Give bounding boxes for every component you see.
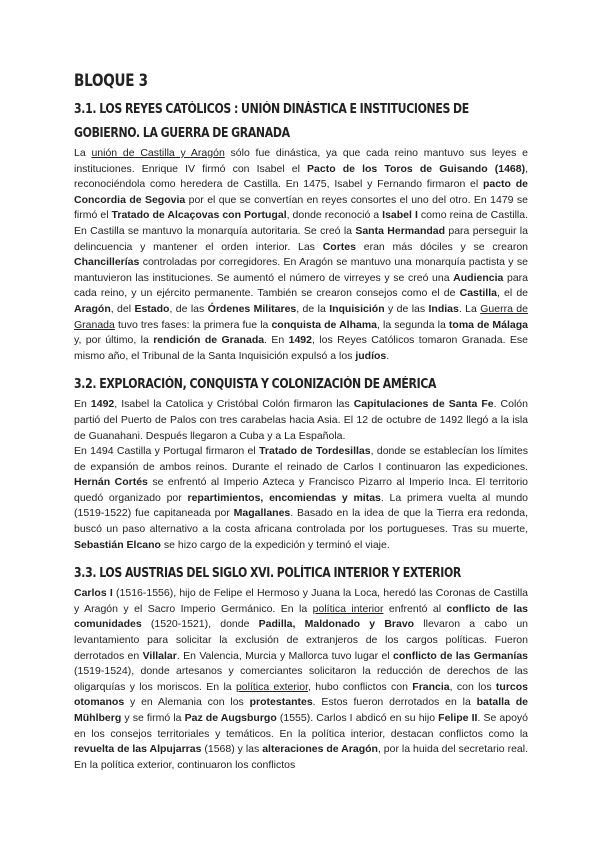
section (74, 562, 528, 773)
body-paragraph (74, 146, 528, 364)
bold-term: Hernán Cortés (74, 476, 148, 489)
text-run: llevaron a cabo un levantamiento para solicitar la exclusión de extranjeros de los cargos políticas. Fueron derrotados en (74, 618, 528, 662)
bold-term: Cortes (322, 240, 356, 253)
text-run: . La primera vuelta al mundo (1519-1522) fue capitaneada por (74, 491, 528, 520)
bold-term: Santa Hermandad (355, 224, 446, 237)
bold-term: judíos (355, 349, 387, 362)
text-run: (1519-1524), donde artesanos y comerciantes solicitaron la reducción de derechos de las oligarquías y los moriscos. En la (74, 665, 528, 693)
text-run: enfrentó al (383, 602, 447, 615)
text-run: En (74, 398, 91, 411)
text-run: y se firmó la (121, 712, 185, 724)
bold-term: alteraciones de Aragón (262, 743, 378, 756)
text-run: En 1494 Castilla y Portugal firmaron el (74, 445, 260, 458)
text-run: . La (458, 302, 481, 315)
text-run: por el que se convertían en reyes consortes el uno del otro. En 1479 se firmó el (74, 193, 528, 222)
section-heading: 3.3. LOS AUSTRIAS DEL SIGLO XVI. POLÍTICA INTERIOR Y EXTERIOR (74, 566, 461, 582)
text-run: , por la huida del secretario real. En la política exterior, continuaron los conflictos (74, 743, 528, 771)
bold-term: Sebastián Elcano (74, 538, 161, 551)
text-run: y, por último, la (74, 334, 154, 347)
bold-term: Chancillerías (74, 256, 140, 269)
bold-term: turcos otomanos (74, 680, 528, 709)
bold-term: Padilla, Maldonado y Bravo (258, 618, 415, 631)
text-run: . Basado en la idea de que la Tierra era redonda, buscó un paso alternativo a la costa africana controlada por los portugueses. Tras su muerte, (74, 507, 528, 536)
text-run: , donde reconoció a (286, 209, 383, 222)
text-run: , Isabel la Catolica y Cristóbal Colón firmaron las (114, 398, 354, 411)
body-paragraph (74, 444, 528, 553)
body-paragraph (74, 397, 528, 444)
bold-term: Aragón (74, 302, 111, 315)
bold-term: Carlos I (74, 587, 113, 600)
text-run: , la segunda la (377, 318, 449, 331)
text-run: . En (264, 334, 289, 347)
text-run: (1516-1556), hijo de Felipe el Hermoso y Juana la Loca, heredó las Coronas de Castilla y Aragón y el Sacro Imperio Germánico. En la (74, 587, 529, 615)
text-run: se enfrentó al Imperio Azteca y Francisco Pizarro al Imperio Inca. El territorio quedó organizado por (74, 476, 529, 504)
body-paragraph (74, 586, 528, 773)
section-heading: 3.2. EXPLORACIÓN, CONQUISTA Y COLONIZACIÓN DE AMÉRICA (74, 377, 437, 393)
text-run: , de la (296, 302, 330, 315)
text-run: . En Valencia, Murcia y Mallorca tuvo lugar el (176, 649, 394, 662)
text-run: , donde se establecían los límites de expansión de ambos reinos. Durante el reinado de Carlos I continuaron las expediciones. (74, 445, 528, 473)
text-run: , del (110, 302, 135, 315)
bold-term: Isabel I (382, 209, 418, 222)
text-run: para perseguir la delincuencia y mantener el orden interior. Las (74, 224, 528, 253)
bold-term: Paz de Augsburgo (184, 712, 277, 724)
sections-container (74, 98, 528, 773)
bold-term: revuelta de las Alpujarras (74, 743, 202, 756)
bold-term: Felipe II (438, 712, 478, 724)
text-run: (1520-1521), donde (141, 618, 259, 631)
text-run: , los Reyes Católicos tomaron Granada. Ese mismo año, el Tribunal de la Santa Inquisición expulsó a los (74, 334, 528, 362)
text-run: para cada reino, y un ejército permanente. También se crearon consejos como el de (74, 271, 528, 300)
text-run: . (386, 349, 390, 362)
bold-term: Francia (412, 680, 450, 693)
bold-term: conflicto de las comunidades (74, 602, 529, 631)
text-run: , hubo conflictos con (307, 680, 413, 693)
text-run: , el de (496, 287, 528, 300)
bold-term: batalla de Mühlberg (74, 696, 528, 724)
bold-term: rendición de Granada (153, 334, 265, 347)
underlined-term: política exterior (235, 680, 308, 693)
bold-term: conflicto de las Germanías (393, 649, 528, 662)
text-run: sólo fue dinástica, ya que cada reino mantuvo sus leyes e instituciones. Enrique IV firmó con Isabel el (74, 147, 528, 175)
bold-term: repartimientos, encomiendas y mitas (187, 491, 381, 504)
bold-term: Estado (134, 302, 170, 315)
bold-term: Tratado de Alcaçovas con Portugal (111, 209, 287, 222)
underlined-term: unión de Castilla y Aragón (91, 147, 225, 159)
text-run: y de las (384, 302, 429, 315)
bold-term: conquista de Alhama (271, 318, 378, 331)
bold-term: pacto de Concordia de Segovia (74, 178, 528, 206)
text-run: se hizo cargo de la expedición y terminó el viaje. (160, 538, 390, 551)
section-heading: 3.1. LOS REYES CATÓLICOS : UNIÓN DINÁSTICA E INSTITUCIONES DE GOBIERNO. LA GUERRA DE GRANADA (74, 102, 469, 141)
bold-term: 1492 (90, 398, 115, 411)
bold-term: protestantes (249, 696, 313, 709)
bold-term: Audiencia (453, 271, 504, 284)
text-run: La (74, 147, 92, 159)
text-run: como reina de Castilla. En Castilla se mantuvo la monarquía autoritaria. Se creó la (74, 209, 528, 237)
text-run: . Se apoyó en los consejos territoriales y temáticos. En la política interior, destacan conflictos como la (74, 712, 529, 740)
bold-term: Villalar (142, 649, 177, 662)
section (74, 98, 528, 364)
text-run: . Estos fueron derrotados en la (312, 696, 477, 709)
text-run: (1555). Carlos I abdicó en su hijo (276, 712, 439, 724)
text-run: . Colón partió del Puerto de Palos con tres carabelas hacia Asia. El 12 de octubre de 1492 llegó a la isla de Guanahani. Después llegaron a Cuba y a La Española. (74, 398, 528, 442)
section (74, 373, 528, 553)
bold-term: Pacto de los Toros de Guisando (1468) (307, 162, 526, 175)
text-run: (1568) y las (201, 743, 263, 756)
page-title: BLOQUE 3 (74, 71, 148, 90)
text-run: , de las (169, 302, 208, 315)
bold-term: toma de Málaga (448, 318, 529, 331)
text-run: y en Alemania con los (124, 696, 250, 709)
bold-term: Indias (428, 302, 459, 315)
bold-term: Magallanes (233, 507, 291, 520)
bold-term: 1492 (288, 334, 312, 347)
text-run: tuvo tres fases: la primera fue la (114, 318, 272, 331)
document-page (74, 70, 528, 773)
bold-term: Capitulaciones de Santa Fe (353, 398, 494, 411)
text-run: , reconociéndola como heredera de Castilla. En 1475, Isabel y Fernando firmaron el (74, 162, 529, 191)
underlined-term: Guerra de Granada (74, 302, 528, 331)
underlined-term: política interior (312, 602, 384, 615)
text-run: eran más dóciles y se crearon (355, 240, 529, 253)
bold-term: Órdenes Militares (207, 302, 297, 315)
text-run: controladas por corregidores. En Aragón se mantuvo una monarquía pactista y se mantuvieron las instituciones. Se aumentó el número de virreyes y se creó una (74, 256, 528, 284)
bold-term: Castilla (459, 287, 497, 300)
bold-term: Inquisición (329, 302, 385, 315)
bold-term: Tratado de Tordesillas (259, 445, 371, 458)
text-run: , con los (449, 680, 496, 693)
